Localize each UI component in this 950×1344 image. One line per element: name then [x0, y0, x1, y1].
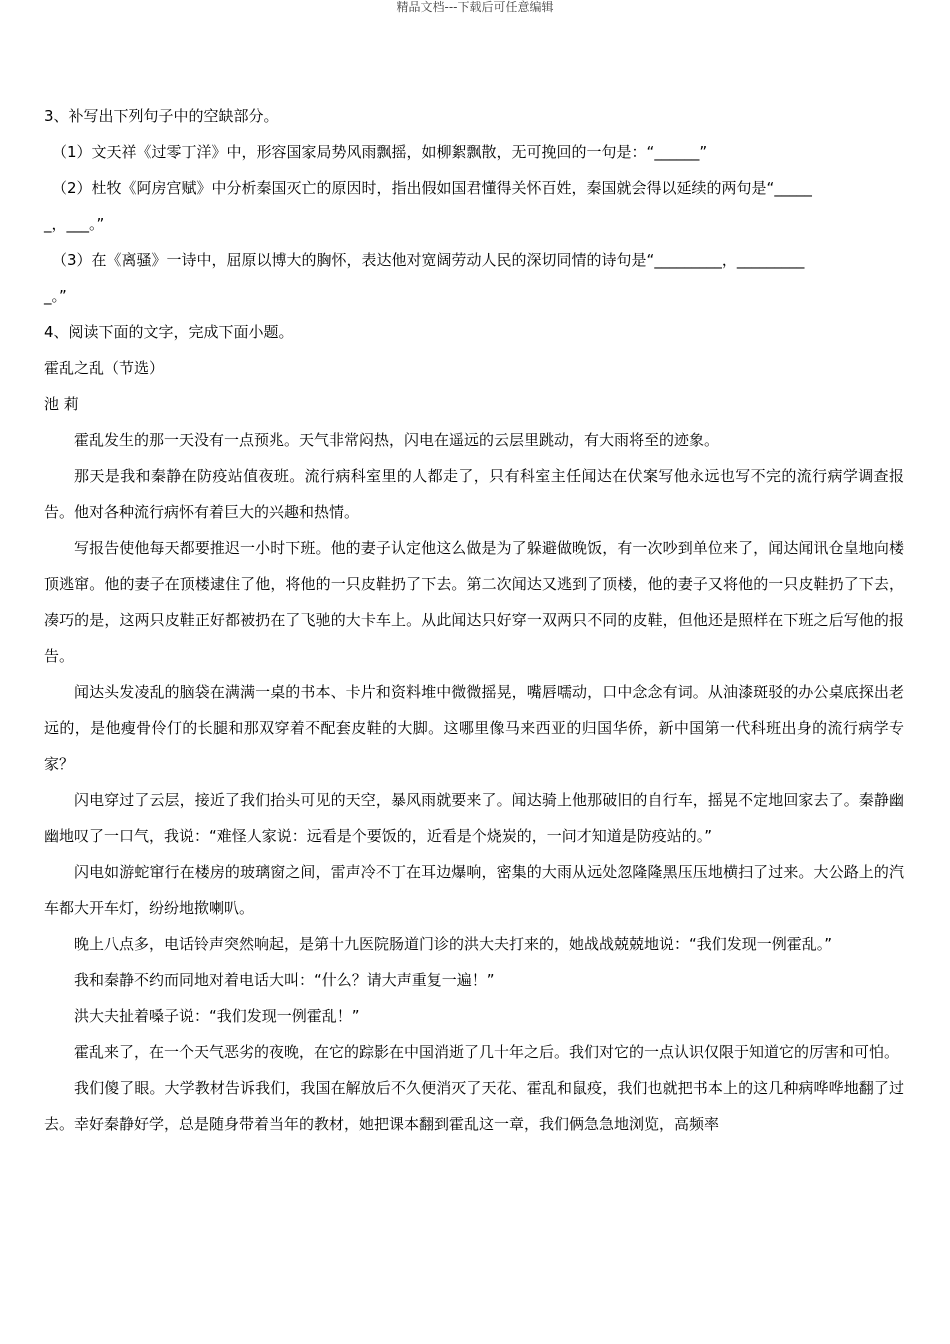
passage-paragraph: 闪电如游蛇窜行在楼房的玻璃窗之间，雷声冷不丁在耳边爆响，密集的大雨从远处忽隆隆黑压压地横扫了过来。大公路上的汽车都大开车灯，纷纷地揿喇叭。 [44, 863, 904, 917]
question-3-item-2-continued: _，___。” [44, 215, 105, 233]
document-header-note: 精品文档---下载后可任意编辑 [396, 0, 554, 14]
question-3-item-2: （2）杜牧《阿房宫赋》中分析秦国灭亡的原因时，指出假如国君懂得关怀百姓，秦国就会得以延续的两句是“_____ [52, 179, 812, 197]
passage-author: 池 莉 [44, 395, 79, 413]
passage-paragraph: 那天是我和秦静在防疫站值夜班。流行病科室里的人都走了，只有科室主任闻达在伏案写他永远也写不完的流行病学调查报告。他对各种流行病怀有着巨大的兴趣和热情。 [44, 467, 904, 521]
passage-paragraph: 洪大夫扯着嗓子说：“我们发现一例霍乱！” [74, 1007, 360, 1025]
passage-paragraph: 晚上八点多，电话铃声突然响起，是第十九医院肠道门诊的洪大夫打来的，她战战兢兢地说：“我们发现一例霍乱。” [74, 935, 833, 953]
document-body [44, 98, 904, 1142]
passage-paragraph: 霍乱发生的那一天没有一点预兆。天气非常闷热，闪电在遥远的云层里跳动，有大雨将至的迹象。 [74, 431, 720, 449]
passage-paragraph: 写报告使他每天都要推迟一小时下班。他的妻子认定他这么做是为了躲避做晚饭，有一次吵到单位来了，闻达闻讯仓皇地向楼顶逃窜。他的妻子在顶楼逮住了他，将他的一只皮鞋扔了下去。第二次闻达又逃到了顶楼，他的妻子又将他的一只皮鞋扔了下去，凑巧的是，这两只皮鞋正好都被扔在了飞驰的大卡车上。从此闻达只好穿一双两只不同的皮鞋，但他还是照样在下班之后写他的报告。 [44, 539, 904, 665]
question-3-item-1: （1）文天祥《过零丁洋》中，形容国家局势风雨飘摇，如柳絮飘散，无可挽回的一句是：“______” [52, 143, 708, 161]
question-3-item-3-continued: _。” [44, 287, 67, 305]
question-4-heading: 4、阅读下面的文字，完成下面小题。 [44, 323, 294, 341]
passage-paragraph: 我们傻了眼。大学教材告诉我们，我国在解放后不久便消灭了天花、霍乱和鼠疫，我们也就把书本上的这几种病哗哗地翻了过去。幸好秦静好学，总是随身带着当年的教材，她把课本翻到霍乱这一章，我们俩急急地浏览，高频率 [44, 1079, 904, 1133]
question-3-heading: 3、补写出下列句子中的空缺部分。 [44, 107, 279, 125]
passage-paragraph: 闪电穿过了云层，接近了我们抬头可见的天空，暴风雨就要来了。闻达骑上他那破旧的自行车，摇晃不定地回家去了。秦静幽幽地叹了一口气，我说：“难怪人家说：远看是个要饭的，近看是个烧炭的，一问才知道是防疫站的。” [44, 791, 904, 845]
question-3-item-3: （3）在《离骚》一诗中，屈原以博大的胸怀，表达他对宽阔劳动人民的深切同情的诗句是“_________，_________ [52, 251, 805, 269]
passage-paragraph: 我和秦静不约而同地对着电话大叫：“什么？请大声重复一遍！” [74, 971, 495, 989]
passage-paragraph: 闻达头发凌乱的脑袋在满满一桌的书本、卡片和资料堆中微微摇晃，嘴唇嚅动，口中念念有词。从油漆斑驳的办公桌底探出老远的，是他瘦骨伶仃的长腿和那双穿着不配套皮鞋的大脚。这哪里像马来西亚的归国华侨，新中国第一代科班出身的流行病学专家？ [44, 683, 904, 773]
passage-paragraph: 霍乱来了，在一个天气恶劣的夜晚，在它的踪影在中国消逝了几十年之后。我们对它的一点认识仅限于知道它的厉害和可怕。 [74, 1043, 900, 1061]
passage-title: 霍乱之乱（节选） [44, 359, 165, 377]
